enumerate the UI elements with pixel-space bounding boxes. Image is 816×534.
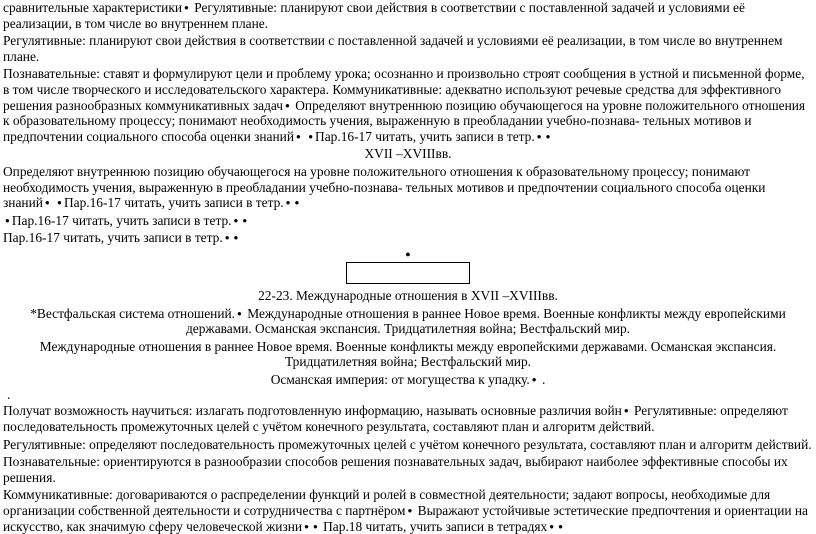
paragraph-2 bbox=[3, 33, 813, 64]
text: . bbox=[541, 371, 546, 387]
bullet-icon bbox=[232, 230, 241, 245]
paragraph-topic-2: Международные отношения в раннее Новое время. Военные конфликты между европейскими державами. Османская экспансия. Тридцатилетняя война; Вестфальский мир. bbox=[39, 338, 777, 370]
bullet-icon bbox=[530, 372, 539, 387]
text: Определяют внутреннюю позицию обучающегося на уровне положительного отношения к образовательному процессу; понимают необходимость учения, выраженную в преобладании учебно-познава- тельных мотивов и предпочтении социального способа оценки знаний bbox=[3, 163, 766, 211]
text: Пар.16-17 читать, учить записи в тетр. bbox=[3, 230, 223, 246]
lesson-title: 22-23. Международные отношения в XVII –XVIIIвв. bbox=[258, 287, 558, 303]
text: Определяют внутреннюю позицию обучающегося на уровне положительного отношения к образовательному процессу; понимают необходимость учения, выраженную в преобладании учебно-познава- тельных мотивов и предпочтении социального способа оценки знаний bbox=[3, 97, 806, 144]
bullet-icon bbox=[43, 195, 52, 210]
bullet-icon bbox=[3, 213, 12, 228]
paragraph-8: Регулятивные: определяют последовательность промежуточных целей с учётом конечного результата, составляют план и алгоритм действий. bbox=[3, 436, 812, 452]
bullet-icon bbox=[306, 129, 315, 144]
text: Пар.18 читать, учить записи в тетрадях bbox=[323, 518, 548, 534]
text: сравнительные характеристики bbox=[3, 0, 182, 15]
bullet-icon bbox=[235, 306, 244, 321]
paragraph-4 bbox=[3, 164, 813, 211]
text: Османская империя: от могущества к упадку. bbox=[270, 371, 530, 387]
bullet-icon: ● bbox=[405, 248, 411, 259]
text: Пар.16-17 читать, учить записи в тетр. bbox=[315, 128, 535, 144]
bullet-icon bbox=[547, 519, 556, 534]
paragraph-topic-3 bbox=[3, 372, 813, 388]
text: Пар.16-17 читать, учить записи в тетр. bbox=[63, 195, 284, 211]
text: Выражают устойчивые эстетические предпочтения и ориентации на искусство, как значимую сферу человеческой жизни bbox=[3, 503, 808, 534]
paragraph-9: Познавательные: ориентируются в разнообразии способов решения познавательных задач, выбирают наиболее эффективные способы их решения. bbox=[3, 454, 788, 485]
bullet-icon bbox=[302, 519, 311, 534]
bullet-icon bbox=[240, 213, 249, 228]
paragraph-10 bbox=[3, 487, 813, 534]
text: Регулятивные: определяют последовательность промежуточных целей с учётом конечного результата, составляют план и алгоритм действий. bbox=[3, 403, 788, 435]
text: *Вестфальская система отношений. bbox=[30, 305, 236, 321]
bullet-icon bbox=[182, 0, 191, 15]
bullet-icon bbox=[544, 129, 553, 144]
bullet-icon bbox=[311, 519, 320, 534]
centered-heading: XVII –XVIIIвв. bbox=[364, 146, 452, 162]
bullet-icon bbox=[556, 519, 565, 534]
bullet-icon bbox=[55, 195, 64, 210]
text: Регулятивные: планируют свои действия в соответствии с поставленной задачей и условиями её реализации, в том числе во внутреннем плане. bbox=[3, 0, 745, 31]
text: Познавательные: ставят и формулируют цели и проблему урока; осознанно и произвольно строят сообщения в устной и письменной форме, в том числе творческого и исследовательского характера. Коммуникативные: адекватно используют речевые средства для эффективного решения разнообразных коммуникативных задач bbox=[3, 66, 805, 113]
text: Регулятивные: планируют свои действия в соответствии с поставленной задачей и условиями её реализации, в том числе во внутреннем плане. bbox=[3, 33, 783, 64]
bullet-icon bbox=[535, 129, 544, 144]
paragraph-topic-1 bbox=[3, 306, 813, 337]
paragraph-7 bbox=[3, 403, 813, 434]
paragraph-6 bbox=[3, 230, 813, 246]
paragraph-5 bbox=[3, 213, 813, 229]
text: Коммуникативные: договариваются о распределении функций и ролей в совместной деятельности; задают вопросы, необходимые для организации собственной деятельности и сотрудничества с партнёром bbox=[3, 487, 771, 519]
bullet-icon bbox=[292, 195, 301, 210]
bullet-icon bbox=[223, 230, 232, 245]
bullet-icon bbox=[283, 98, 292, 113]
bullet-icon bbox=[294, 129, 303, 144]
empty-frame bbox=[346, 262, 470, 284]
text: Международные отношения в раннее Новое время. Военные конфликты между европейскими державами. Османская экспансия. Тридцатилетняя война; Вестфальский мир. bbox=[185, 305, 786, 337]
separator-dot: . bbox=[7, 387, 11, 403]
text: Получат возможность научиться: излагать подготовленную информацию, называть основные различия войн bbox=[3, 403, 622, 419]
paragraph-1 bbox=[3, 0, 813, 31]
bullet-icon bbox=[622, 403, 631, 418]
paragraph-3 bbox=[3, 66, 813, 144]
text: Пар.16-17 читать, учить записи в тетр. bbox=[11, 212, 232, 228]
